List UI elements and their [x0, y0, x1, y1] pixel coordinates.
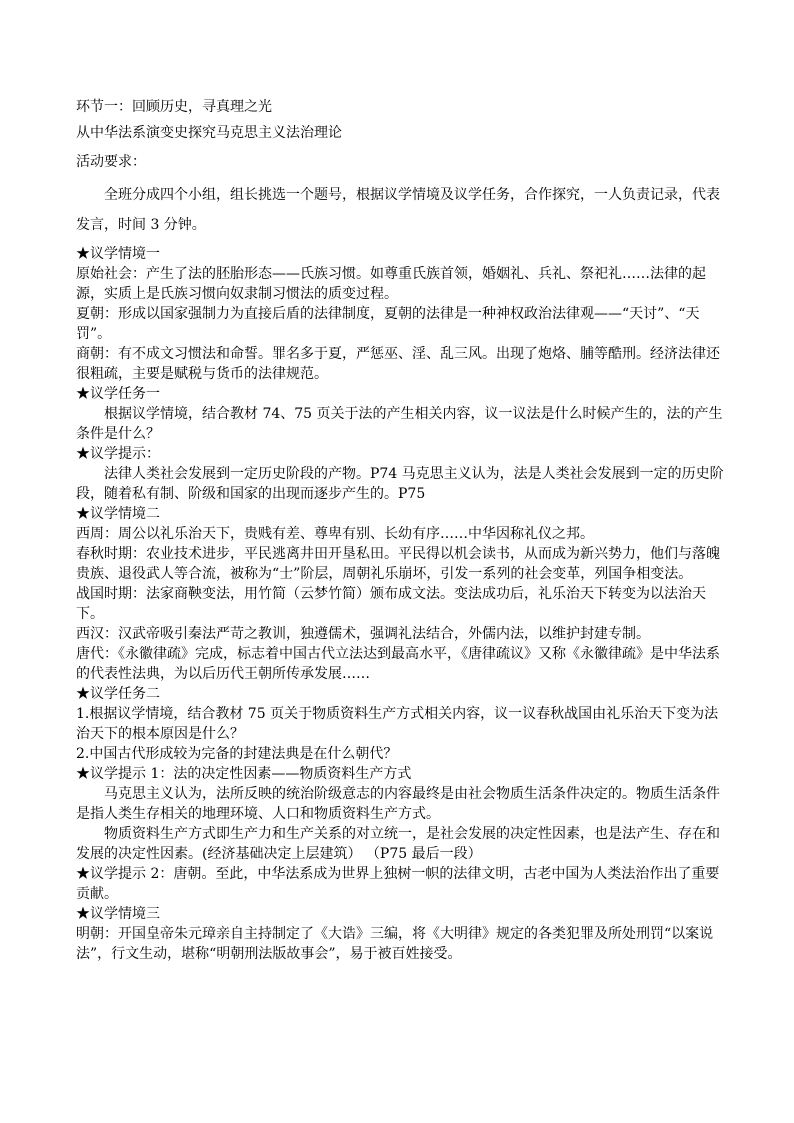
- task2-hint1-heading: ★议学提示 1：法的决定性因素——物质资料生产方式: [76, 766, 412, 782]
- section-link-title: 环节一：回顾历史，寻真理之光: [76, 99, 272, 115]
- scene2-item: 西周：周公以礼乐治天下，贵贱有差、尊卑有别、长幼有序……中华因称礼仪之邦。: [76, 526, 594, 542]
- scene2-heading: ★议学情境二: [76, 506, 160, 522]
- activity-text: 全班分成四个小组，组长挑选一个题号，根据议学情境及议学任务，合作探究，一人负责记录，代表发言，时间 3 分钟。: [76, 187, 720, 233]
- scene1-item: 原始社会：产生了法的胚胎形态——氏族习惯。如尊重氏族首领，婚姻礼、兵礼、祭祀礼……法律的起源，实质上是氏族习惯向奴隶制习惯法的质变过程。: [76, 266, 706, 302]
- task2-item: 2.中国古代形成较为完备的封建法典是在什么朝代？: [76, 746, 398, 762]
- task2-hint2: ★议学提示 2：唐朝。至此，中华法系成为世界上独树一帜的法律文明，古老中国为人类法治作出了重要贡献。: [76, 866, 720, 902]
- scene2-item: 春秋时期：农业技术进步，平民逃离井田开垦私田。平民得以机会读书，从而成为新兴势力，他们与落魄贵族、退役武人等合流，被称为“士”阶层，周朝礼乐崩坏，引发一系列的社会变革，列国争相变法。: [76, 546, 720, 582]
- scene2-item: 唐代：《永徽律疏》完成，标志着中国古代立法达到最高水平，《唐律疏议》又称《永徽律疏》是中华法系的代表性法典，为以后历代王朝所传承发展……: [76, 646, 720, 682]
- scene2-item: 西汉：汉武帝吸引秦法严苛之教训，独遵儒术，强调礼法结合，外儒内法，以维护封建专制。: [76, 626, 650, 642]
- scene1-item: 夏朝：形成以国家强制力为直接后盾的法律制度，夏朝的法律是一种神权政治法律观——“天讨”、“天罚”。: [76, 306, 700, 342]
- hint1-text: 法律人类社会发展到一定历史阶段的产物。P74 马克思主义认为，法是人类社会发展到一定的历史阶段，随着私有制、阶级和国家的出现而逐步产生的。P75: [76, 466, 724, 502]
- task2-item: 1.根据议学情境，结合教材 75 页关于物质资料生产方式相关内容，议一议春秋战国由礼乐治天下变为法治天下的根本原因是什么？: [76, 706, 719, 742]
- task1-heading: ★议学任务一: [76, 386, 160, 402]
- task2-heading: ★议学任务二: [76, 686, 160, 702]
- scene1-heading: ★议学情境一: [76, 246, 160, 262]
- scene3-item: 明朝：开国皇帝朱元璋亲自主持制定了《大诰》三编，将《大明律》规定的各类犯罪及所处刑罚“以案说法”，行文生动，堪称“明朝刑法版故事会”，易于被百姓接受。: [76, 926, 714, 962]
- scene3-heading: ★议学情境三: [76, 906, 160, 922]
- task2-hint1-paragraph: 马克思主义认为，法所反映的统治阶级意志的内容最终是由社会物质生活条件决定的。物质生活条件是指人类生存相关的地理环境、人口和物质资料生产方式。: [76, 786, 720, 822]
- task1-text: 根据议学情境，结合教材 74、75 页关于法的产生相关内容，议一议法是什么时候产生的，法的产生条件是什么？: [76, 406, 723, 442]
- scene2-item: 战国时期：法家商鞅变法，用竹简（云梦竹简）颁布成文法。变法成功后，礼乐治天下转变为以法治天下。: [76, 586, 706, 622]
- hint1-heading: ★议学提示：: [76, 446, 160, 462]
- activity-label: 活动要求：: [76, 154, 146, 170]
- topic-title: 从中华法系演变史探究马克思主义法治理论: [76, 125, 342, 141]
- task2-hint1-paragraph: 物质资料生产方式即生产力和生产关系的对立统一，是社会发展的决定性因素，也是法产生、存在和发展的决定性因素。(经济基础决定上层建筑） （P75 最后一段）: [76, 826, 720, 862]
- document-body: [76, 96, 726, 964]
- scene1-item: 商朝：有不成文习惯法和命誓。罪名多于夏，严惩巫、淫、乱三风。出现了炮烙、脯等酷刑。经济法律还很粗疏，主要是赋税与货币的法律规范。: [76, 346, 720, 382]
